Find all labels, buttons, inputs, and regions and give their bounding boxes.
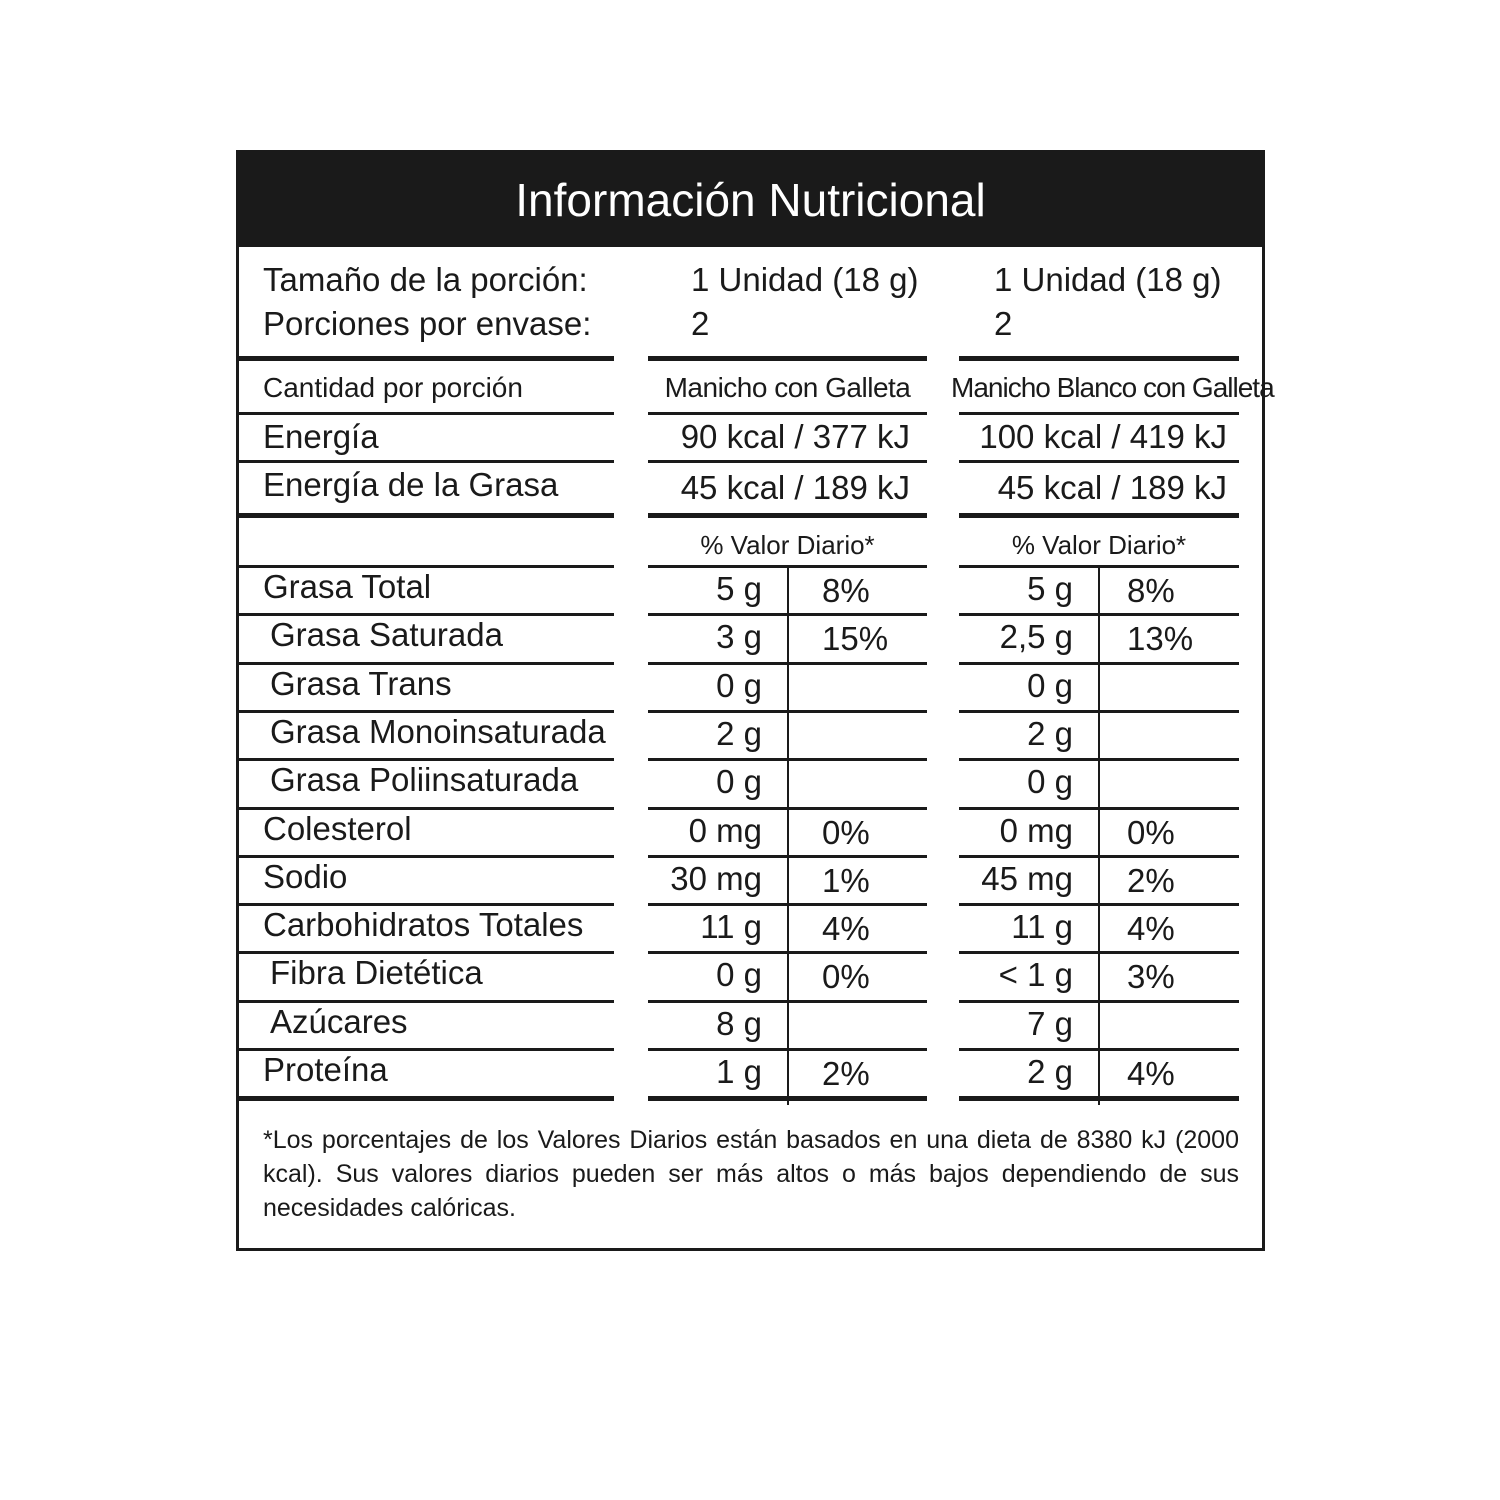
thick-rule xyxy=(239,1096,614,1101)
thick-rule xyxy=(239,356,614,361)
energy-label: Energía xyxy=(263,418,379,455)
panel-title: Información Nutricional xyxy=(239,153,1262,247)
thick-rule xyxy=(959,513,1239,518)
servings-per-pack-label: Porciones por envase: xyxy=(263,305,592,342)
amount-per-serving-label: Cantidad por porción xyxy=(263,372,523,403)
nutrient-label-grasa-poliinsaturada: Grasa Poliinsaturada xyxy=(270,761,579,798)
nutrient-dv-product-2: 13% xyxy=(1127,620,1194,657)
nutrient-amount-product-2: 0 mg xyxy=(999,812,1073,849)
nutrient-label-fibra-dietetica: Fibra Dietética xyxy=(270,954,483,991)
nutrient-dv-product-2: 4% xyxy=(1127,910,1175,947)
nutrient-amount-product-1: 3 g xyxy=(716,618,762,655)
serving-size-label: Tamaño de la porción: xyxy=(263,261,588,298)
nutrient-amount-product-1: 1 g xyxy=(716,1053,762,1090)
daily-value-header-1: % Valor Diario* xyxy=(700,530,875,560)
thick-rule xyxy=(959,356,1239,361)
nutrient-dv-product-2: 2% xyxy=(1127,862,1175,899)
nutrient-amount-product-2: 7 g xyxy=(1027,1005,1073,1042)
nutrient-dv-product-1: 0% xyxy=(822,814,870,851)
fat-energy-product-2: 45 kcal / 189 kJ xyxy=(997,469,1227,506)
nutrient-label-grasa-saturada: Grasa Saturada xyxy=(270,616,503,653)
nutrient-label-carbohidratos-totales: Carbohidratos Totales xyxy=(263,906,584,943)
nutrient-label-colesterol: Colesterol xyxy=(263,810,412,847)
servings-per-pack-product-1: 2 xyxy=(691,305,710,342)
nutrient-label-sodio: Sodio xyxy=(263,858,348,895)
fat-energy-product-1: 45 kcal / 189 kJ xyxy=(680,469,910,506)
nutrient-dv-product-2: 8% xyxy=(1127,572,1175,609)
energy-product-2: 100 kcal / 419 kJ xyxy=(979,418,1227,455)
nutrient-amount-product-2: 11 g xyxy=(1011,908,1073,945)
nutrient-label-grasa-trans: Grasa Trans xyxy=(270,665,452,702)
nutrient-label-grasa-monoinsaturada: Grasa Monoinsaturada xyxy=(270,713,606,750)
nutrient-amount-product-1: 30 mg xyxy=(670,860,762,897)
nutrient-label-proteina: Proteína xyxy=(263,1051,388,1088)
rule xyxy=(648,460,927,463)
nutrient-dv-product-1: 2% xyxy=(822,1055,870,1092)
nutrient-amount-product-2: 2,5 g xyxy=(999,618,1073,655)
nutrient-dv-product-1: 0% xyxy=(822,958,870,995)
nutrient-amount-product-2: 0 g xyxy=(1027,763,1073,800)
nutrient-dv-product-2: 3% xyxy=(1127,958,1175,995)
footnote: *Los porcentajes de los Valores Diarios están basados en una dieta de 8380 kJ (2000 kcal). Sus valores diarios pueden ser más altos o más bajos dependiendo de sus necesidades calóricas. xyxy=(263,1126,1239,1222)
fat-energy-label: Energía de la Grasa xyxy=(263,466,559,503)
nutrient-dv-product-1: 15% xyxy=(822,620,889,657)
nutrition-facts-panel xyxy=(236,150,1274,1251)
nutrient-label-azucares: Azúcares xyxy=(270,1003,408,1040)
daily-value-header-2: % Valor Diario* xyxy=(1011,530,1187,560)
nutrient-amount-product-1: 11 g xyxy=(700,908,762,945)
nutrient-dv-product-1: 1% xyxy=(822,862,870,899)
thick-rule xyxy=(648,513,927,518)
product-1-name: Manicho con Galleta xyxy=(664,372,911,403)
nutrient-amount-product-2: 2 g xyxy=(1027,1053,1073,1090)
nutrient-amount-product-1: 0 g xyxy=(716,763,762,800)
rule xyxy=(239,412,614,415)
servings-per-pack-product-2: 2 xyxy=(994,305,1013,342)
nutrient-dv-product-2: 4% xyxy=(1127,1055,1175,1092)
nutrient-amount-product-2: 0 g xyxy=(1027,667,1073,704)
energy-product-1: 90 kcal / 377 kJ xyxy=(680,418,910,455)
thick-rule xyxy=(239,513,614,518)
nutrient-amount-product-1: 8 g xyxy=(716,1005,762,1042)
nutrient-dv-product-1: 8% xyxy=(822,572,870,609)
nutrient-amount-product-2: 5 g xyxy=(1027,570,1073,607)
nutrient-amount-product-2: < 1 g xyxy=(998,956,1073,993)
nutrient-amount-product-2: 45 mg xyxy=(981,860,1073,897)
nutrient-dv-product-1: 4% xyxy=(822,910,870,947)
rule xyxy=(648,412,927,415)
nutrient-amount-product-2: 2 g xyxy=(1027,715,1073,752)
nutrient-amount-product-1: 0 g xyxy=(716,956,762,993)
column-divider xyxy=(1098,567,1100,1105)
nutrient-dv-product-2: 0% xyxy=(1127,814,1175,851)
nutrient-amount-product-1: 5 g xyxy=(716,570,762,607)
rule xyxy=(239,460,614,463)
product-2-name: Manicho Blanco con Galleta xyxy=(951,372,1274,403)
nutrient-amount-product-1: 2 g xyxy=(716,715,762,752)
nutrient-amount-product-1: 0 g xyxy=(716,667,762,704)
rule xyxy=(959,460,1239,463)
rule xyxy=(959,412,1239,415)
serving-size-product-2: 1 Unidad (18 g) xyxy=(994,261,1222,298)
nutrient-label-grasa-total: Grasa Total xyxy=(263,568,432,605)
column-divider xyxy=(787,567,789,1105)
nutrient-amount-product-1: 0 mg xyxy=(688,812,762,849)
serving-size-product-1: 1 Unidad (18 g) xyxy=(691,261,919,298)
thick-rule xyxy=(648,356,927,361)
